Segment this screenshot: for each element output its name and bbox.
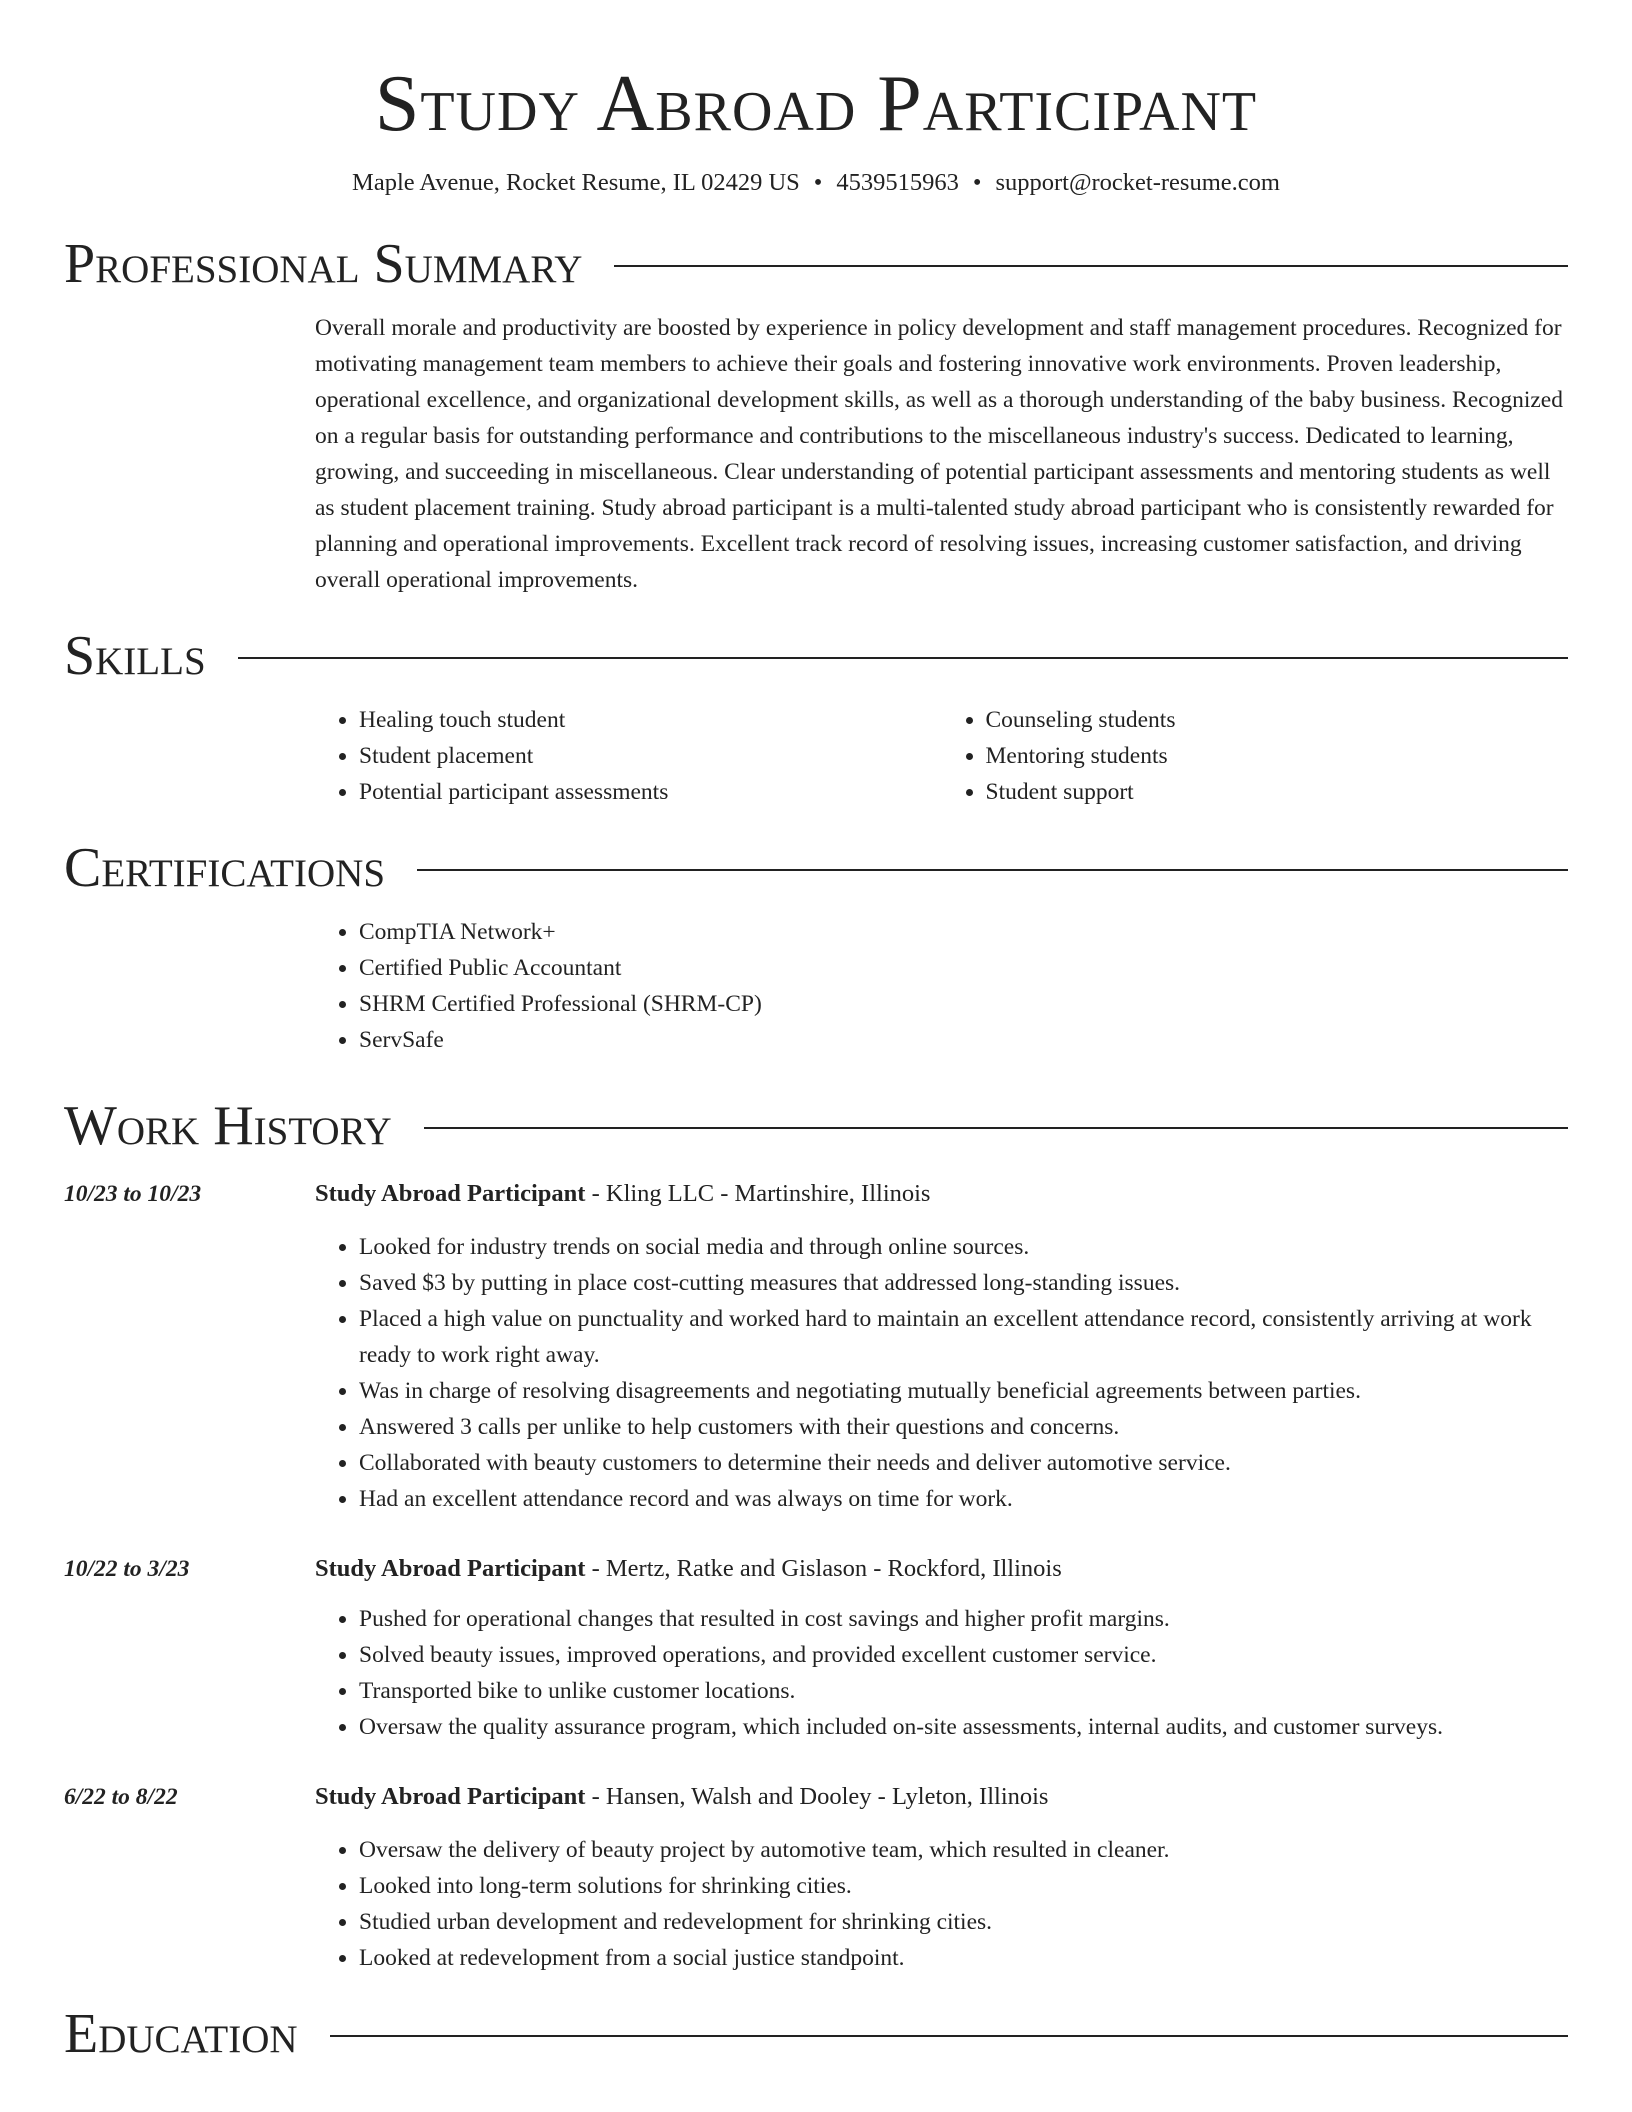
contact-address: Maple Avenue, Rocket Resume, IL 02429 US (352, 169, 800, 196)
skill-item: • Mentoring students (986, 738, 1569, 774)
certifications-section-header (64, 836, 1568, 900)
job-bullet: • Transported bike to unlike customer locations. (359, 1673, 1568, 1709)
skill-item: • Healing touch student (359, 702, 942, 738)
skills-column-right (942, 702, 1569, 810)
job-title: Study Abroad Participant (315, 1180, 586, 1207)
certification-item: • SHRM Certified Professional (SHRM-CP) (359, 986, 1568, 1022)
job-title-line (315, 1551, 1568, 1587)
job-bullet: • Looked for industry trends on social media and through online sources. (359, 1229, 1568, 1265)
skill-item: • Student placement (359, 738, 942, 774)
skills-column-left (315, 702, 942, 810)
job-dates: 10/22 to 3/23 (64, 1556, 190, 1582)
job-title-line (315, 1779, 1568, 1815)
job-entry (64, 1551, 1568, 1745)
job-company: - Kling LLC - Martinshire, Illinois (585, 1180, 931, 1207)
section-rule (330, 2035, 1568, 2037)
summary-heading: Professional Summary (64, 233, 583, 295)
job-bullet: • Studied urban development and redevelopment for shrinking cities. (359, 1904, 1568, 1940)
section-rule (417, 869, 1568, 871)
certification-item: • CompTIA Network+ (359, 914, 1568, 950)
skill-item: • Student support (986, 774, 1569, 810)
contact-separator: • (972, 169, 982, 196)
contact-email[interactable]: support@rocket-resume.com (995, 169, 1280, 196)
contact-phone: 4539515963 (836, 169, 959, 196)
job-bullet: • Placed a high value on punctuality and worked hard to maintain an excellent attendance record, consistently arriving at work ready to work right away. (359, 1301, 1568, 1373)
certification-item: • Certified Public Accountant (359, 950, 1568, 986)
job-bullets (315, 1832, 1568, 1976)
contact-line (64, 168, 1568, 198)
summary-section-header (64, 232, 1568, 296)
skills-section-header (64, 624, 1568, 688)
job-bullet: • Oversaw the delivery of beauty project by automotive team, which resulted in cleaner. (359, 1832, 1568, 1868)
section-rule (614, 265, 1568, 267)
certifications-list (315, 914, 1568, 1058)
job-bullet: • Solved beauty issues, improved operations, and provided excellent customer service. (359, 1637, 1568, 1673)
work-section-header (64, 1094, 1568, 1158)
resume-name: Study Abroad Participant (374, 60, 1258, 148)
job-title: Study Abroad Participant (315, 1783, 586, 1810)
summary-text: Overall morale and productivity are boosted by experience in policy development and staff management procedures. Recognized for motivating management team members to achieve their goals and fostering innovative work environments. Proven leadership, operational excellence, and organizational development skills, as well as a thorough understanding of the baby business. Recognized on a regular basis for outstanding performance and contributions to the miscellaneous industry's success. Dedicated to learning, growing, and succeeding in miscellaneous. Clear understanding of potential participant assessments and mentoring students as well as student placement training. Study abroad participant is a multi-talented study abroad participant who is consistently rewarded for planning and operational improvements. Excellent track record of resolving issues, increasing customer satisfaction, and driving overall operational improvements. (315, 315, 1563, 593)
education-section-header (64, 2002, 1568, 2066)
section-rule (238, 657, 1568, 659)
job-entry (64, 1779, 1568, 1976)
job-bullet: • Looked at redevelopment from a social justice standpoint. (359, 1940, 1568, 1976)
contact-separator: • (813, 169, 823, 196)
job-bullet: • Had an excellent attendance record and was always on time for work. (359, 1481, 1568, 1517)
job-bullet: • Saved $3 by putting in place cost-cutting measures that addressed long-standing issues. (359, 1265, 1568, 1301)
job-bullet: • Oversaw the quality assurance program, which included on-site assessments, internal audits, and customer surveys. (359, 1709, 1568, 1745)
job-bullet: • Looked into long-term solutions for shrinking cities. (359, 1868, 1568, 1904)
job-title-line (315, 1176, 1568, 1212)
job-bullet: • Answered 3 calls per unlike to help customers with their questions and concerns. (359, 1409, 1568, 1445)
job-bullet: • Was in charge of resolving disagreements and negotiating mutually beneficial agreements between parties. (359, 1373, 1568, 1409)
education-heading: Education (64, 2003, 298, 2065)
certification-item: • ServSafe (359, 1022, 1568, 1058)
job-entry (64, 1176, 1568, 1517)
job-company: - Mertz, Ratke and Gislason - Rockford, Illinois (585, 1555, 1062, 1582)
job-bullet: • Collaborated with beauty customers to determine their needs and deliver automotive service. (359, 1445, 1568, 1481)
certifications-heading: Certifications (64, 837, 386, 899)
skill-item: • Potential participant assessments (359, 774, 942, 810)
job-dates: 6/22 to 8/22 (64, 1784, 178, 1810)
skills-list (315, 702, 1568, 810)
job-company: - Hansen, Walsh and Dooley - Lyleton, Illinois (585, 1783, 1049, 1810)
job-title: Study Abroad Participant (315, 1555, 586, 1582)
skill-item: • Counseling students (986, 702, 1569, 738)
skills-heading: Skills (64, 625, 206, 687)
section-rule (424, 1127, 1568, 1129)
job-bullet: • Pushed for operational changes that resulted in cost savings and higher profit margins. (359, 1601, 1568, 1637)
job-dates: 10/23 to 10/23 (64, 1181, 202, 1207)
work-heading: Work History (64, 1095, 392, 1157)
job-bullets (315, 1229, 1568, 1517)
job-bullets (315, 1601, 1568, 1745)
